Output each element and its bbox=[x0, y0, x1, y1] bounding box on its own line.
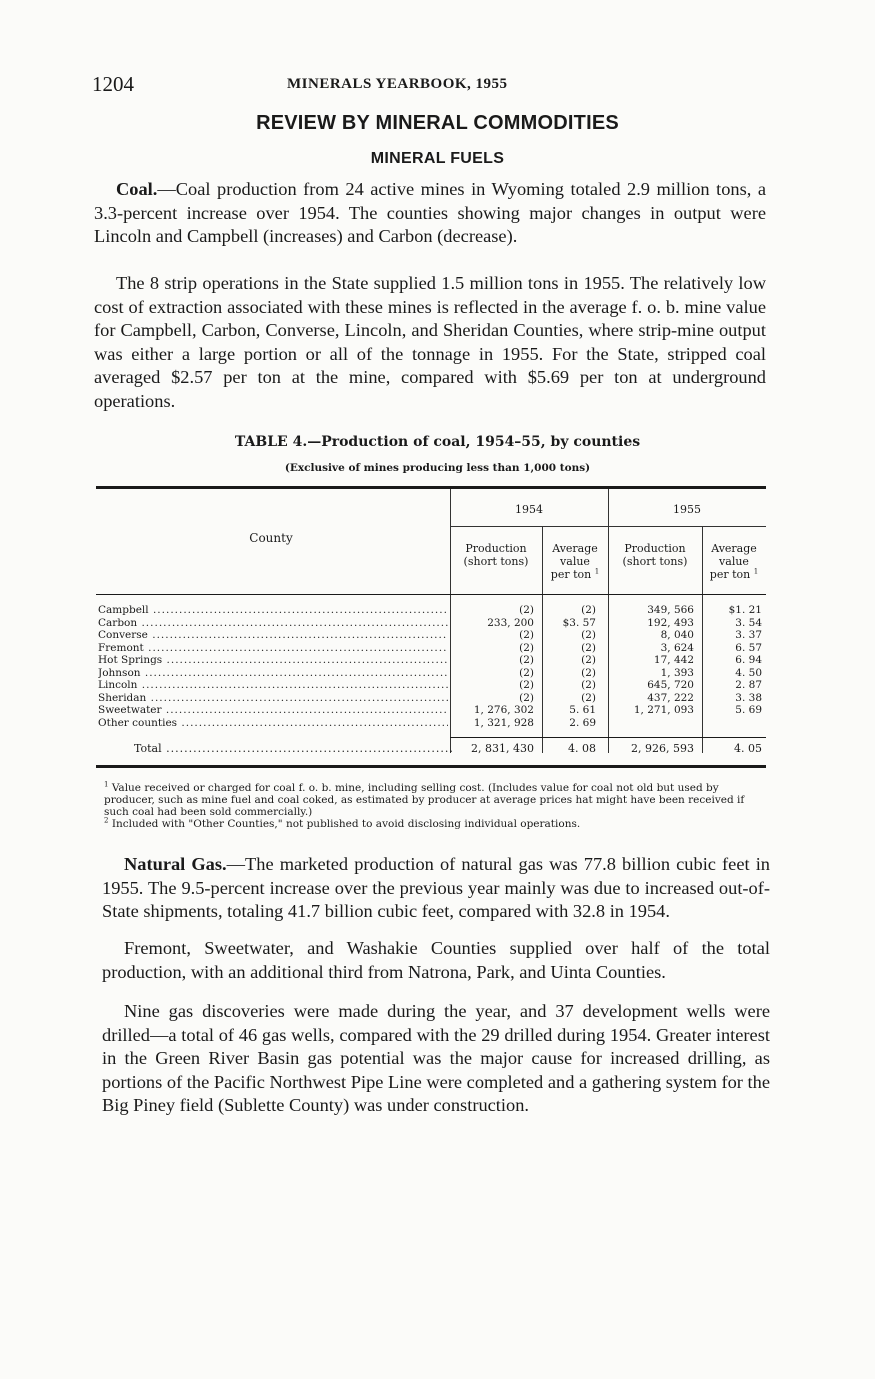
gas-lead: Natural Gas. bbox=[124, 854, 227, 874]
production-1955-cell: 349, 566 bbox=[647, 604, 694, 616]
footnote-1: $^1$ Value received or charged for coal f. o. b. mine, including selling cost. (Includes value for coal not old but used by producer, such as mine fuel and coal coked, as estimated by producer at average prices hat might have been received if such coal had been sold commercially.) bbox=[104, 780, 745, 818]
county-cell: Hot Springs ..... bbox=[98, 654, 448, 666]
county-cell: Other counties ..... bbox=[98, 717, 448, 729]
value-1955-cell: 3. 37 bbox=[735, 629, 762, 641]
page-number: 1204 bbox=[92, 72, 134, 96]
total-top-rule bbox=[450, 737, 766, 738]
value-1954-cell: 5. 61 bbox=[569, 704, 596, 716]
year-1955-header: 1955 bbox=[673, 503, 701, 516]
total-row: Total ..... 2, 831, 430 4. 08 2, 926, 593 4. 05 bbox=[96, 743, 766, 755]
table-row bbox=[96, 617, 766, 629]
production-1954-cell: 1, 276, 302 bbox=[473, 704, 534, 716]
production-1955-header: Production (short tons) bbox=[622, 542, 688, 568]
production-1955-cell: 1, 393 bbox=[660, 666, 694, 679]
gas-p1-text: —The marketed production of natural gas was 77.8 billion cubic feet in 1955. The 9.5-percent increase over the previous year mainly was due to increased out-of-State shipments, totaling 41.7 billion cubic feet, compared with 32.8 in 1954. bbox=[102, 854, 770, 921]
table-footnotes bbox=[104, 782, 770, 830]
production-1954-cell: (2) bbox=[519, 629, 534, 641]
production-1954-cell: (2) bbox=[519, 641, 534, 654]
county-cell: Converse ..... bbox=[98, 629, 448, 641]
value-1954-cell: $3. 57 bbox=[562, 616, 596, 629]
table-row bbox=[96, 642, 766, 654]
table-row bbox=[96, 667, 766, 679]
production-1954-cell: (2) bbox=[519, 666, 534, 679]
county-cell: Johnson ..... bbox=[98, 667, 448, 679]
year-1955-rule bbox=[608, 526, 766, 527]
year-1954-rule bbox=[450, 526, 608, 527]
coal-paragraph-1 bbox=[94, 178, 766, 249]
table-row bbox=[96, 629, 766, 641]
value-1954-cell: (2) bbox=[581, 641, 596, 654]
value-1955-cell: 3. 54 bbox=[735, 616, 762, 629]
header-bottom-rule bbox=[96, 594, 766, 595]
value-1954-cell: 2. 69 bbox=[569, 716, 596, 729]
table-row bbox=[96, 604, 766, 616]
table-row bbox=[96, 679, 766, 691]
table-row bbox=[96, 704, 766, 716]
table-subtitle: (Exclusive of mines producing less than 1,000 tons) bbox=[284, 462, 591, 474]
production-1954-cell: (2) bbox=[519, 691, 534, 704]
production-1954-header: Production (short tons) bbox=[463, 542, 529, 568]
production-1954-cell: 233, 200 bbox=[487, 616, 534, 629]
coal-p1-text: —Coal production from 24 active mines in Wyoming totaled 2.9 million tons, a 3.3-percent increase over 1954. The counties showing major changes in output were Lincoln and Campbell (increases) and Carbon (decrease). bbox=[94, 179, 766, 246]
county-cell: Sheridan ..... bbox=[98, 692, 448, 704]
page-header bbox=[92, 72, 772, 102]
value-1954-cell: (2) bbox=[581, 679, 596, 691]
value-1955-cell: 5. 69 bbox=[735, 704, 762, 716]
gas-paragraph-3 bbox=[102, 1000, 770, 1118]
production-1955-cell: 3, 624 bbox=[660, 641, 694, 654]
production-1954-cell: (2) bbox=[519, 654, 534, 666]
value-1955-cell: 4. 50 bbox=[735, 666, 762, 679]
table-row bbox=[96, 692, 766, 704]
footnote-2: $^2$ Included with "Other Counties," not published to avoid disclosing individual operations. bbox=[104, 816, 581, 830]
county-cell: Sweetwater ..... bbox=[98, 704, 448, 716]
table-top-rule bbox=[96, 486, 766, 489]
avg-value-1955-header: Average value per ton $^1$ bbox=[709, 542, 759, 581]
county-header: County bbox=[249, 531, 293, 545]
value-1955-cell: $1. 21 bbox=[728, 604, 762, 616]
production-1954-cell: (2) bbox=[519, 679, 534, 691]
value-1955-cell: 6. 94 bbox=[735, 654, 762, 666]
gas-p3-text: Nine gas discoveries were made during the year, and 37 development wells were drilled—a total of 46 gas wells, compared with the 29 drilled during 1954. Greater interest in the Green River Basin gas potential was the major cause for increased drilling, as portions of the Pacific Northwest Pipe Line were completed and a gathering system for the Big Piney field (Sublette County) was under construction. bbox=[102, 1001, 770, 1115]
value-1955-cell: 2. 87 bbox=[735, 679, 762, 691]
sub-title: MINERAL FUELS bbox=[370, 150, 505, 167]
year-1954-header: 1954 bbox=[515, 503, 543, 516]
production-1955-cell: 192, 493 bbox=[647, 616, 694, 629]
table-bottom-rule bbox=[96, 765, 766, 768]
coal-production-table bbox=[96, 486, 766, 786]
table-title: TABLE 4.—Production of coal, 1954–55, by counties bbox=[234, 434, 641, 450]
value-1954-cell: (2) bbox=[581, 629, 596, 641]
section-title: REVIEW BY MINERAL COMMODITIES bbox=[256, 112, 619, 134]
county-cell: Lincoln ..... bbox=[98, 679, 448, 691]
value-1954-cell: (2) bbox=[581, 691, 596, 704]
value-1955-cell: 6. 57 bbox=[735, 641, 762, 654]
table-row bbox=[96, 654, 766, 666]
value-1954-cell: (2) bbox=[581, 654, 596, 666]
county-cell: Campbell ..... bbox=[98, 604, 448, 616]
production-1955-cell: 8, 040 bbox=[660, 629, 694, 641]
production-1955-cell: 17, 442 bbox=[653, 654, 694, 666]
value-1955-cell: 3. 38 bbox=[735, 691, 762, 704]
production-1954-cell: 1, 321, 928 bbox=[473, 716, 534, 729]
table-row bbox=[96, 717, 766, 729]
avg-value-1954-header: Average value per ton $^1$ bbox=[550, 542, 600, 581]
value-1954-cell: (2) bbox=[581, 666, 596, 679]
county-cell: Fremont ..... bbox=[98, 642, 448, 654]
gas-paragraph-1 bbox=[102, 853, 770, 924]
production-1955-cell: 645, 720 bbox=[647, 679, 694, 691]
production-1954-cell: (2) bbox=[519, 604, 534, 616]
county-cell: Carbon ..... bbox=[98, 617, 448, 629]
coal-p2-text: The 8 strip operations in the State supplied 1.5 million tons in 1955. The relatively low cost of extraction associated with these mines is reflected in the average f. o. b. mine value for Campbell, Carbon, Converse, Lincoln, and Sheridan Counties, where strip-mine output was either a large portion or all of the tonnage in 1955. For the State, stripped coal averaged $2.57 per ton at the mine, compared with $5.69 per ton at underground operations. bbox=[94, 273, 766, 411]
gas-p2-text: Fremont, Sweetwater, and Washakie Counties supplied over half of the total production, with an additional third from Natrona, Park, and Uinta Counties. bbox=[102, 938, 770, 982]
production-1955-cell: 1, 271, 093 bbox=[633, 704, 694, 716]
coal-paragraph-2 bbox=[94, 272, 766, 413]
production-1955-cell: 437, 222 bbox=[647, 691, 694, 704]
running-head: MINERALS YEARBOOK, 1955 bbox=[287, 76, 508, 92]
value-1954-cell: (2) bbox=[581, 604, 596, 616]
gas-paragraph-2 bbox=[102, 937, 770, 984]
coal-lead: Coal. bbox=[116, 179, 158, 199]
